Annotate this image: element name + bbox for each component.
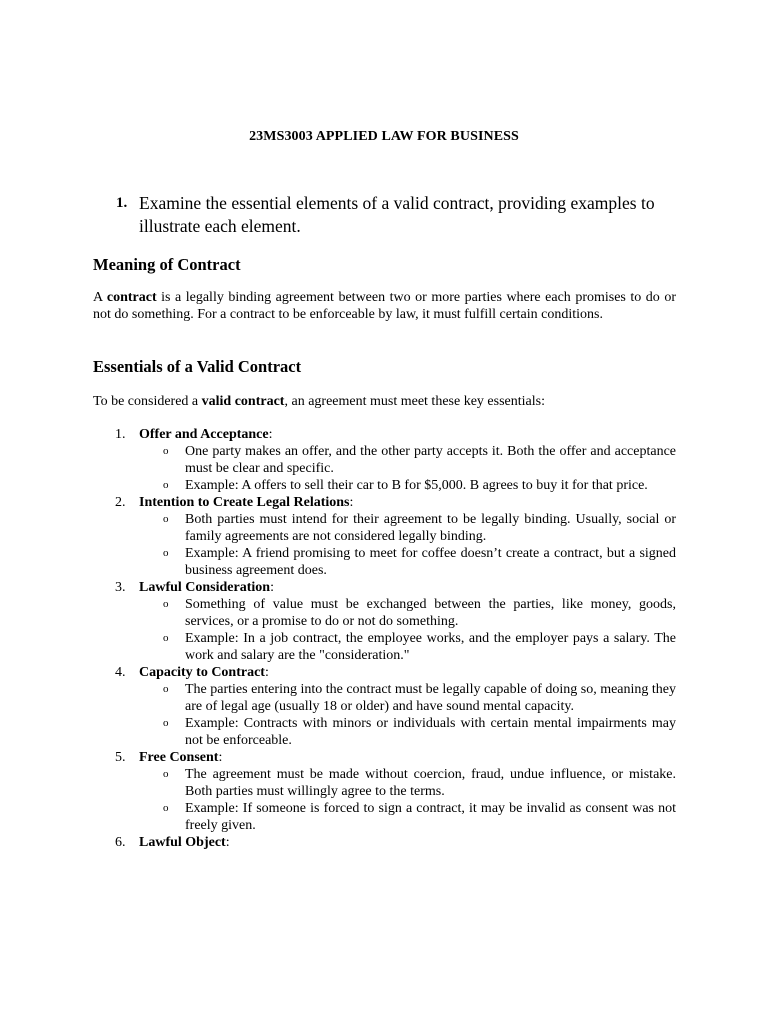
sub-point [93,443,676,477]
bullet-icon: o [163,547,169,559]
item-number: 1. [115,427,126,442]
item-suffix: : [225,835,230,850]
sub-point-text: Something of value must be exchanged between the parties, like money, goods, services, or a promise to do or not do something. [185,597,676,629]
bullet-icon: o [163,632,169,644]
item-number: 6. [115,835,126,850]
sub-point-text: Example: In a job contract, the employee works, and the employer pays a salary. The work and salary are the "consideration." [185,631,676,663]
list-item [93,426,676,443]
sub-point-text: One party makes an offer, and the other party accepts it. Both the offer and acceptance must be clear and specific. [185,444,676,476]
item-suffix: : [349,495,354,510]
meaning-bold-term: contract [106,290,157,305]
sub-point-text: Example: A offers to sell their car to B for $5,000. B agrees to buy it for that price. [185,478,648,493]
sub-point [93,596,676,630]
meaning-paragraph [93,289,676,323]
sub-point-text: Example: If someone is forced to sign a contract, it may be invalid as consent was not freely given. [185,801,676,833]
bullet-icon: o [163,802,169,814]
question-number: 1. [116,195,128,211]
sub-point [93,766,676,800]
item-suffix: : [264,665,269,680]
item-suffix: : [270,580,274,595]
bullet-icon: o [163,445,169,457]
sub-point [93,715,676,749]
bullet-icon: o [163,717,169,729]
item-suffix: : [268,427,273,442]
intro-bold-term: valid contract [201,394,285,409]
bullet-icon: o [163,768,169,780]
sub-point-text: Example: Contracts with minors or individuals with certain mental impairments may not be enforceable. [185,716,676,748]
item-number: 3. [115,580,126,595]
list-item [93,664,676,681]
bullet-icon: o [163,513,169,525]
item-number: 5. [115,750,126,765]
list-item [93,749,676,766]
meaning-heading: Meaning of Contract [93,255,241,274]
item-title: Lawful Consideration [139,580,271,595]
meaning-pre: A [93,290,107,305]
intro-post: , an agreement must meet these key essentials: [284,394,545,409]
item-title: Capacity to Contract [139,665,265,680]
sub-point [93,800,676,834]
bullet-icon: o [163,479,169,491]
meaning-post: is a legally binding agreement between two or more parties where each promises to do or not do something. For a contract to be enforceable by law, it must fulfill certain conditions. [93,290,676,322]
document-title: 23MS3003 APPLIED LAW FOR BUSINESS [249,129,519,144]
item-title: Offer and Acceptance [139,427,269,442]
essentials-heading: Essentials of a Valid Contract [93,357,302,376]
list-item [93,579,676,596]
list-item [93,494,676,511]
sub-point [93,477,676,494]
essentials-intro [93,393,676,410]
sub-point [93,630,676,664]
item-title: Free Consent [139,750,219,765]
bullet-icon: o [163,683,169,695]
item-number: 2. [115,495,126,510]
list-item [93,834,676,851]
item-title: Intention to Create Legal Relations [139,495,350,510]
sub-point-text: The agreement must be made without coercion, fraud, undue influence, or mistake. Both parties must willingly agree to the terms. [185,767,676,799]
bullet-icon: o [163,598,169,610]
essentials-list [93,426,676,851]
sub-point [93,681,676,715]
item-suffix: : [218,750,223,765]
intro-pre: To be considered a [93,394,202,409]
question-text: Examine the essential elements of a valid contract, providing examples to illustrate each element. [139,193,655,236]
item-title: Lawful Object [139,835,226,850]
question-1 [116,192,676,238]
sub-point-text: Example: A friend promising to meet for coffee doesn’t create a contract, but a signed business agreement does. [185,546,676,578]
sub-point [93,511,676,545]
item-number: 4. [115,665,126,680]
sub-point-text: The parties entering into the contract must be legally capable of doing so, meaning they are of legal age (usually 18 or older) and have sound mental capacity. [185,682,677,714]
sub-point [93,545,676,579]
sub-point-text: Both parties must intend for their agreement to be legally binding. Usually, social or family agreements are not considered legally binding. [185,512,676,544]
